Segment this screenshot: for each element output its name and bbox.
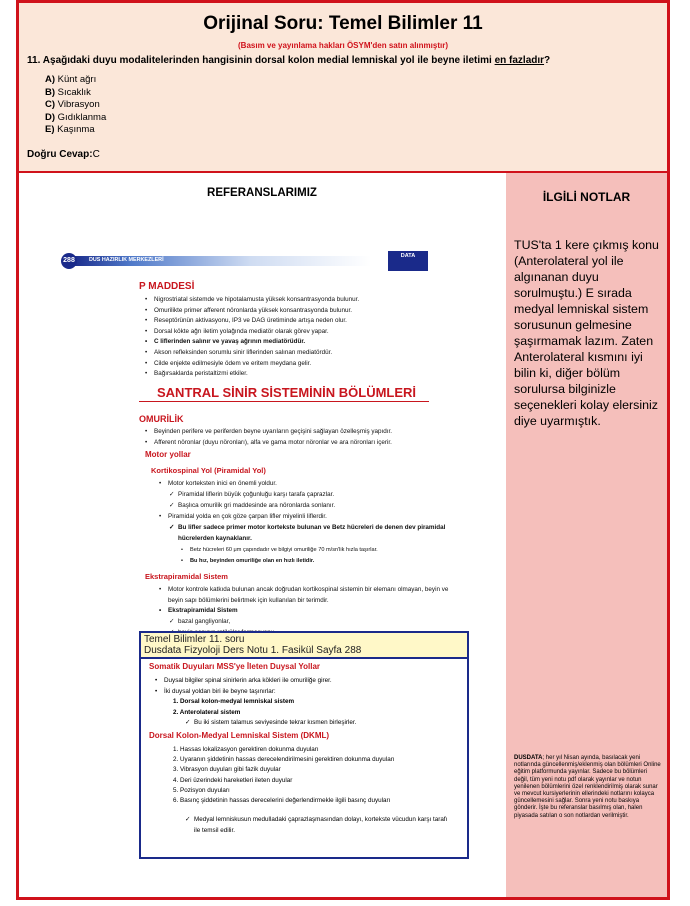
list-item: 3. Vibrasyon duyuları gibi fazik duyular — [173, 766, 281, 774]
list-item: • Omurilikte primer afferent nöronlarda yüksek konsantrasyonda bulunur. — [145, 306, 359, 317]
question-text — [27, 55, 550, 66]
list-item: ✓ Piramidal liflerin büyük çoğunluğu karşı tarafa çaprazlar. — [169, 490, 449, 501]
page-frame — [16, 0, 670, 900]
list-item: 4. Deri üzerindeki hareketleri ileten duyular — [173, 776, 293, 784]
list-item: • Beyinden perifere ve periferden beyne uyarıların geçişini sağlayan özelleşmiş yapıdır. — [145, 427, 392, 438]
list-item: • Piramidal yolda en çok göze çarpan lifler miyelinli liflerdir. — [159, 512, 449, 523]
list-item: ✓ Bu iki sistem talamus seviyesinde tekrar kısmen birleşirler. — [185, 718, 455, 729]
list-item: 5. Pozisyon duyuları — [173, 786, 230, 794]
kortikospinal-list — [159, 479, 449, 490]
page-title: Orijinal Soru: Temel Bilimler 11 — [203, 13, 483, 34]
correct-answer: Doğru Cevap:C — [27, 149, 100, 160]
options-list — [45, 74, 106, 137]
list-item: • Dorsal kökte ağrı iletim yolağında mediatör olarak görev yapar. — [145, 327, 359, 338]
notes-heading: İLGİLİ NOTLAR — [542, 190, 631, 204]
list-item: • Akson refleksinden sorumlu sinir liflerinden salınan mediatördür. — [145, 348, 359, 359]
kortikospinal-sublist — [169, 490, 449, 511]
omurilik-list — [145, 427, 392, 448]
section-divider — [139, 401, 429, 402]
list-item: ✓ bazal gangliyonlar, — [169, 617, 449, 628]
page-header — [61, 251, 455, 273]
list-item: • Bağırsaklarda peristaltizmi etkiler. — [145, 369, 359, 380]
betz-list — [181, 545, 441, 566]
caption-line-2: Dusdata Fizyoloji Ders Notu 1. Fasikül Sayfa 288 — [144, 644, 362, 656]
somatik-list — [155, 676, 455, 697]
list-item: ✓ Başlıca omurilik gri maddesinde ara nöronlarda sonlanır. — [169, 501, 449, 512]
option-c[interactable]: C) Vibrasyon — [45, 99, 100, 110]
list-item: ✓ Medyal lemniskusun medulladaki çaprazlaşmasından dolayı, kortekste vücudun karşı tarafı ile temsil edilir. — [185, 815, 455, 836]
kortikospinal-list-2 — [159, 512, 449, 523]
list-item: 2. Uyaranın şiddetinin hassas derecelendirilmesini gerektiren dokunma duyuları — [173, 756, 395, 764]
dkml-list — [173, 745, 453, 806]
kortikospinal-sublist-2 — [169, 523, 449, 544]
dkml-sublist — [185, 815, 455, 836]
dusdata-note — [514, 755, 662, 820]
reference-caption — [139, 631, 469, 659]
copyright-subtitle: (Basım ve yayınlama hakları ÖSYM'den satın alınmıştır) — [238, 41, 448, 50]
omurilik-heading: OMURİLİK — [139, 414, 184, 424]
option-d[interactable]: D) Gıdıklanma — [45, 111, 107, 123]
page-number: 288 — [61, 253, 77, 269]
dkml-heading: Dorsal Kolon-Medyal Lemniskal Sistem (DKML) — [149, 731, 330, 740]
list-item: • İki duysal yoldan biri ile beyne taşınırlar: — [155, 687, 455, 698]
p-items-list — [145, 295, 359, 380]
dusdata-text: ; her yıl Nisan ayında, basılacak yeni notlarında güncellenmiş/eklenmiş olan bölümleri Online eğitim platformunda yayınlar. Sadece bu bölümleri değil, tüm yeni notu pdf olarak yayınlar ve notun yenilenen bölümlerini özel renklendirilmiş olarak sunar ve mevcut kursiyerlerinin ellerindeki notlarını kolayca güncellemesini sağlar. Sonra yeni notu baskıya gönderir. İşte bu referanslar basılmış olan, halen piyasada satılan o son notlardan verilmiştir. — [514, 755, 661, 819]
list-item: • Nigrostriatal sistemde ve hipotalamusta yüksek konsantrasyonda bulunur. — [145, 295, 359, 306]
list-item: • Bu hız, beyinden omuriliğe olan en hızlı iletidir. — [181, 556, 441, 567]
list-item: • Cilde enjekte edilmesiyle ödem ve eritem meydana gelir. — [145, 359, 359, 370]
references-panel — [19, 173, 505, 897]
list-item: 1. Hassas lokalizasyon gerektiren dokunma duyuları — [173, 746, 319, 753]
list-item: • Ekstrapiramidal Sistem — [159, 606, 449, 617]
big-section-title: SANTRAL SİNİR SİSTEMİNİN BÖLÜMLERİ — [157, 385, 417, 400]
list-item: • Motor kontrole katkıda bulunan ancak doğrudan kortikospinal sistemin bir elemanı olmayan, beyin ve beyin sapı bölümlerini belirtmek için kullanılan bir terimdir. — [159, 585, 449, 606]
references-heading: REFERANSLARIMIZ — [207, 187, 317, 199]
list-item: 2. Anterolateral sistem — [173, 708, 241, 716]
list-item: • C liflerinden salınır ve yavaş ağrının mediatörüdür. — [145, 337, 359, 348]
question-mark: ? — [544, 55, 551, 66]
list-item: • Afferent nöronlar (duyu nöronları), alfa ve gama motor nöronlar ve ara nöronları içerir. — [145, 438, 392, 449]
motor-yollar-heading: Motor yollar — [145, 450, 191, 459]
somatik-heading: Somatik Duyuları MSS'ye İleten Duysal Yollar — [149, 662, 320, 671]
ekstrapiramidal-heading: Ekstrapiramidal Sistem — [145, 572, 228, 581]
question-number: 11. — [27, 55, 41, 66]
list-item: ✓ Bu lifler sadece primer motor kortekste bulunan ve Betz hücreleri de denen dev piramidal hücrelerden kaynaklanır. — [169, 523, 449, 544]
list-item: • Duysal bilgiler spinal sinirlerin arka kökleri ile omuriliğe girer. — [155, 676, 455, 687]
ekstrapiramidal-list — [159, 585, 449, 617]
question-stem: Aşağıdaki duyu modalitelerinden hangisinin dorsal kolon medial lemniskal yol ile beyne iletimi — [42, 55, 492, 66]
list-item: 6. Basınç şiddetinin hassas derecelerini değerlendirmekle ilgili basınç duyuları — [173, 797, 391, 805]
option-a[interactable]: A) Künt ağrı — [45, 74, 97, 85]
notes-text: TUS'ta 1 kere çıkmış konu (Anterolateral yol ile algınanan duyu sorulmuştu.) E sırada medyal lemniskal sistem sorusunun gelmesine şaşırmamak lazım. Zaten Anterolateral kısmını iyi bilin ki, diğer bölüm sorulursa bilginizle seçenekleri kolay elersiniz diye uyarmıştık. — [514, 238, 659, 428]
option-e[interactable]: E) Kaşınma — [45, 124, 95, 135]
question-panel — [19, 3, 667, 173]
list-item: • Motor korteksten inici en önemli yoldur. — [159, 479, 449, 490]
notes-panel — [506, 173, 667, 897]
dusdata-label: DUSDATA — [514, 755, 543, 761]
section-p-maddesi: P MADDESİ — [139, 281, 195, 292]
list-item: 1. Dorsal kolon-medyal lemniskal sistem — [173, 698, 295, 705]
list-item: • Reseptörünün aktivasyonu, IP3 ve DAG üretiminde artışa neden olur. — [145, 316, 359, 327]
list-item: • Betz hücreleri 60 μm çapındadır ve bilgiyi omuriliğe 70 m/sn'lik hızla taşırlar. — [181, 545, 441, 556]
kortikospinal-heading: Kortikospinal Yol (Piramidal Yol) — [151, 466, 266, 475]
caption-line-1: Temel Bilimler 11. soru — [144, 634, 245, 645]
somatik-numbered — [173, 697, 294, 718]
dusdata-logo: DATA — [388, 251, 428, 271]
header-band-text: DUS HAZIRLIK MERKEZLERİ — [89, 257, 164, 263]
option-b[interactable]: B) Sıcaklık — [45, 86, 91, 98]
somatik-sublist — [185, 718, 455, 729]
question-emphasis: en fazladır — [494, 55, 545, 66]
